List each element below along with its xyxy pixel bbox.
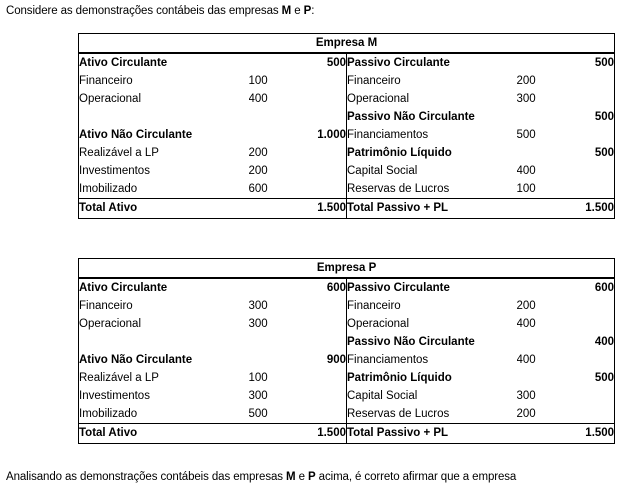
closing-suffix: acima, é correto afirmar que a empresa	[315, 471, 517, 483]
total-sub-right	[517, 424, 565, 444]
row-label-right: Capital Social	[347, 162, 517, 180]
table-row	[79, 315, 615, 333]
row-total-left: 600	[326, 282, 346, 294]
row-label-right: Financeiro	[347, 72, 517, 90]
row-sub-right: 200	[516, 75, 536, 87]
row-total-left	[297, 297, 347, 315]
row-sub-left: 100	[248, 372, 268, 384]
row-sub-left: 500	[248, 408, 268, 420]
row-sub-right: 300	[516, 390, 536, 402]
table-row	[79, 144, 615, 162]
total-value-right: 1.500	[565, 424, 615, 444]
row-sub-left	[249, 53, 297, 72]
row-sub-left: 200	[248, 165, 268, 177]
table-row	[79, 126, 615, 144]
table-header-row	[79, 259, 615, 279]
table-row	[79, 90, 615, 108]
row-sub-right: 200	[516, 300, 536, 312]
row-label-left: Operacional	[79, 93, 142, 105]
row-sub-left: 600	[248, 183, 268, 195]
row-label-right: Financeiro	[347, 297, 517, 315]
intro-conjunction: e	[291, 5, 304, 17]
row-total-left	[297, 108, 347, 126]
total-value-left: 1.500	[297, 199, 347, 219]
row-label-right: Reservas de Lucros	[347, 405, 517, 424]
row-sub-left	[249, 108, 297, 126]
row-label-left: Ativo Circulante	[79, 57, 168, 69]
intro-paragraph	[6, 4, 314, 18]
row-total-right	[565, 351, 615, 369]
row-sub-right: 400	[516, 318, 536, 330]
row-label-left: Ativo Não Circulante	[79, 129, 193, 141]
row-total-right	[565, 126, 615, 144]
row-total-left	[297, 369, 347, 387]
row-label-right: Reservas de Lucros	[347, 180, 517, 199]
row-sub-left: 300	[248, 318, 268, 330]
row-label-right: Passivo Não Circulante	[347, 333, 517, 351]
row-sub-left	[249, 278, 297, 297]
row-sub-left: 300	[248, 390, 268, 402]
row-total-left	[297, 315, 347, 333]
total-value-right: 1.500	[565, 199, 615, 219]
row-sub-right: 400	[516, 165, 536, 177]
row-sub-left: 100	[248, 75, 268, 87]
row-total-right: 500	[594, 372, 615, 384]
total-sub-left	[249, 424, 297, 444]
total-sub-left	[249, 199, 297, 219]
row-label-left	[79, 333, 249, 351]
row-total-right	[565, 162, 615, 180]
row-sub-left: 200	[248, 147, 268, 159]
row-sub-left	[249, 351, 297, 369]
closing-prefix: Analisando as demonstrações contábeis das empresas	[6, 471, 287, 483]
table-row	[79, 369, 615, 387]
row-label-left: Financeiro	[79, 300, 133, 312]
row-sub-right	[517, 53, 565, 72]
total-label-right: Total Passivo + PL	[347, 199, 517, 219]
row-total-right	[565, 387, 615, 405]
row-total-left	[297, 90, 347, 108]
balance-sheet-table-empresa-m	[78, 33, 615, 219]
closing-conjunction: e	[295, 471, 308, 483]
row-label-left	[79, 108, 249, 126]
table-row	[79, 108, 615, 126]
total-label-left: Total Ativo	[79, 424, 249, 444]
row-sub-left: 400	[248, 93, 268, 105]
row-label-right: Financiamentos	[347, 126, 517, 144]
table-row	[79, 351, 615, 369]
row-sub-right: 500	[516, 129, 536, 141]
row-label-right: Passivo Circulante	[347, 278, 517, 297]
row-total-right	[565, 405, 615, 424]
row-label-left: Realizável a LP	[79, 147, 159, 159]
closing-company-p: P	[308, 471, 316, 483]
row-total-right: 500	[594, 111, 615, 123]
row-label-right: Passivo Circulante	[347, 53, 517, 72]
row-sub-left	[249, 333, 297, 351]
row-sub-right: 100	[516, 183, 536, 195]
closing-paragraph	[6, 470, 516, 484]
row-total-right: 600	[594, 282, 615, 294]
table-row	[79, 180, 615, 199]
table-total-row	[79, 424, 615, 444]
row-total-left	[297, 333, 347, 351]
row-total-left	[297, 72, 347, 90]
row-total-left	[297, 144, 347, 162]
total-value-left: 1.500	[297, 424, 347, 444]
total-sub-right	[517, 199, 565, 219]
row-label-left: Realizável a LP	[79, 372, 159, 384]
row-sub-right: 300	[516, 93, 536, 105]
table-row	[79, 162, 615, 180]
row-total-right: 400	[594, 336, 615, 348]
row-label-right: Operacional	[347, 90, 517, 108]
row-sub-right: 200	[516, 408, 536, 420]
intro-suffix: :	[311, 5, 315, 17]
row-total-right	[565, 90, 615, 108]
total-label-left: Total Ativo	[79, 199, 249, 219]
row-total-right	[565, 297, 615, 315]
row-sub-right: 400	[516, 354, 536, 366]
row-label-left: Imobilizado	[79, 183, 138, 195]
row-total-right: 500	[594, 147, 615, 159]
table-row	[79, 278, 615, 297]
row-sub-left: 300	[248, 300, 268, 312]
row-label-left: Financeiro	[79, 75, 133, 87]
row-total-left	[297, 180, 347, 199]
row-label-right: Passivo Não Circulante	[347, 108, 517, 126]
row-label-right: Operacional	[347, 315, 517, 333]
table-row	[79, 72, 615, 90]
row-total-left	[297, 387, 347, 405]
closing-company-m: M	[286, 471, 296, 483]
row-label-right: Patrimônio Líquido	[347, 144, 517, 162]
table-row	[79, 333, 615, 351]
row-label-right: Patrimônio Líquido	[347, 369, 517, 387]
row-label-right: Capital Social	[347, 387, 517, 405]
row-total-right	[565, 72, 615, 90]
total-label-right: Total Passivo + PL	[347, 424, 517, 444]
row-sub-right	[517, 369, 565, 387]
table-title: Empresa P	[79, 259, 615, 279]
intro-company-p: P	[303, 5, 312, 17]
table-title: Empresa M	[79, 34, 615, 54]
intro-company-m: M	[281, 5, 292, 17]
row-label-left: Ativo Circulante	[79, 282, 168, 294]
row-sub-right	[517, 333, 565, 351]
row-sub-right	[517, 278, 565, 297]
row-sub-right	[517, 144, 565, 162]
table-row	[79, 53, 615, 72]
table-row	[79, 297, 615, 315]
balance-sheet-table-empresa-p	[78, 258, 615, 444]
row-total-right	[565, 180, 615, 199]
table-row	[79, 387, 615, 405]
row-total-right: 500	[594, 57, 615, 69]
row-sub-left	[249, 126, 297, 144]
row-total-left: 500	[326, 57, 346, 69]
row-label-left: Investimentos	[79, 165, 150, 177]
table-total-row	[79, 199, 615, 219]
row-total-left	[297, 405, 347, 424]
row-label-right: Financiamentos	[347, 351, 517, 369]
row-total-left: 900	[326, 354, 346, 366]
row-label-left: Investimentos	[79, 390, 150, 402]
row-label-left: Imobilizado	[79, 408, 138, 420]
row-sub-right	[517, 108, 565, 126]
row-total-right	[565, 315, 615, 333]
row-total-left	[297, 162, 347, 180]
intro-prefix: Considere as demonstrações contábeis das empresas	[6, 5, 282, 17]
row-label-left: Ativo Não Circulante	[79, 354, 193, 366]
row-label-left: Operacional	[79, 318, 142, 330]
row-total-left: 1.000	[317, 129, 346, 141]
table-header-row	[79, 34, 615, 54]
table-row	[79, 405, 615, 424]
